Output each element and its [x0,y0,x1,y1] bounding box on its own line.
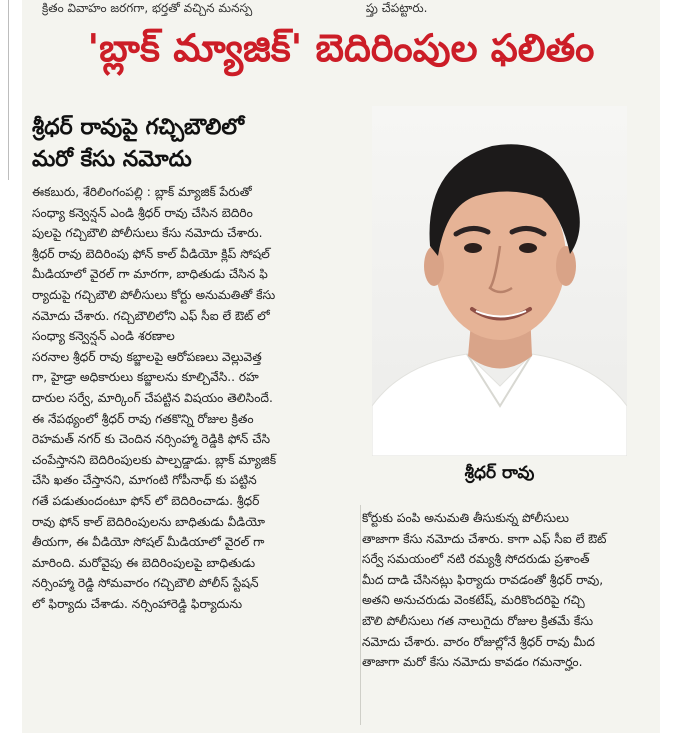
body-line: తాజాగా కేసు నమోదు చేశారు. కాగా ఎఫ్ సీఐ లే ఔట్ [362,531,607,546]
previous-article-snippet [42,0,642,20]
previous-article-left-line: క్రితం వివాహం జరగగా, భర్తతో వచ్చిన మనస్ప [42,1,253,15]
article-left-column [32,112,354,614]
sub-headline-line-1: శ్రీధర్ రావుపై గచ్చిబౌలిలో [32,115,245,140]
body-line: నర్సింహ్మా రెడ్డి సోమవారం గచ్చిబౌలి పోలీస్ స్టేషన్ [32,576,259,591]
body-line: మీడియాలో వైరల్ గా మారగా, బాధితుడు చేసిన ఫి [32,267,268,282]
body-line: అతని అనుచరుడు వెంకటేష్, మరికొందరిపై గచ్చి [362,593,585,608]
body-line: తీయగా, ఈ వీడియో సోషల్ మీడియాలో వైరల్ గా [32,535,265,550]
body-line: గతే పడుతుందంటూ ఫోన్ లో బెదిరించాడు. శ్రీధర్ [32,493,260,508]
body-line: తాజాగా మరో కేసు నమోదు కావడం గమనార్హం. [362,655,583,670]
body-line: సర్వే సమయంలో నటి రమ్యశ్రీ సోదరుడు ప్రశాంత్ [362,552,590,567]
body-line: గా, హైడ్రా అధికారులు కబ్జాలను కూల్చివేసి.. రహ [32,370,259,385]
portrait-illustration [372,106,627,456]
portrait-photo [372,106,627,456]
body-line: నమోదు చేశారు. గచ్చిబౌలిలోని ఎఫ్ సీఐ లే ఔట్ లో [32,308,270,323]
body-line: చంపేస్తానని బెదిరింపులకు పాల్పడ్డాడు. బ్లాక్ మ్యాజిక్ [32,452,277,467]
newspaper-clipping [22,0,660,733]
article-right-column [362,508,654,673]
main-headline: 'బ్లాక్ మ్యాజిక్' బెదిరింపుల ఫలితం [87,26,595,70]
body-line: నమోదు చేశారు. వారం రోజుల్లోనే శ్రీధర్ రావు మీద [362,634,595,649]
body-line: బౌలి పోలీసులు గత నాలుగైదు రోజుల క్రితమే కేసు [362,613,594,628]
body-line: చేసి ఖతం చేస్తానని, మాగంటి గోపీనాథ్ కు పట్టిన [32,473,257,488]
previous-article-right-line: ప్తు చేపట్టారు. [365,1,428,15]
body-line: ఈ నేపథ్యంలో శ్రీధర్ రావు గతకొన్ని రోజుల క్రితం [32,411,254,426]
body-line: దారుల సర్వే, మార్కింగ్ చేపట్టిన విషయం తెలిసిందే. [32,390,273,405]
body-line: మీద దాడి చేసినట్లు ఫిర్యాదు రావడంతో శ్రీధర్ రావు, [362,572,604,587]
sub-headline-line-2: మరో కేసు నమోదు [32,147,192,172]
article-body-left [32,182,354,614]
body-line: ర్యాదుపై గచ్చిబౌలి పోలీసులు కోర్టు అనుమతితో కేసు [32,287,276,302]
body-line: లో ఫిర్యాదు చేశాడు. నర్సింహారెడ్డి ఫిర్యాదును [32,596,243,611]
body-line: రెహమత్ నగర్ కు చెందిన నర్సింహ్మా రెడ్డికి ఫోన్ చేసి [32,432,271,447]
body-line: కోర్టుకు పంపి అనుమతి తీసుకున్న పోలీసులు [362,511,569,525]
body-line: సంధ్యా కన్వెన్షన్ ఎండి శరణాల [32,329,175,344]
body-line: సంధ్యా కన్వెన్షన్ ఎండి శ్రీధర్ రావు చేసిన బెదిరిం [32,205,253,220]
body-line: రావు ఫోన్ కాల్ బెదిరింపులను బాధితుడు వీడియో [32,514,265,529]
page-edge-rule [0,0,9,180]
body-line: ఈకబురు, శేరిలింగంపల్లి : బ్లాక్ మ్యాజిక్ పేరుతో [32,185,252,199]
column-divider [360,505,361,725]
article-body-right [362,508,654,673]
body-line: శ్రీధర్ రావు బెదిరింపు ఫోన్ కాల్ వీడియో క్లిప్ సోషల్ [32,246,270,261]
body-line: మారింది. మరోవైపు ఈ బెదిరింపులపై బాధితుడు [32,555,256,570]
sub-headline [32,112,354,176]
body-line: పులపై గచ్చిబౌలి పోలీసులు కేసు నమోదు చేశారు. [32,226,263,241]
photo-caption: శ్రీధర్ రావు [464,463,535,483]
body-line: సరనాల శ్రీధర్ రావు కబ్జాలపై ఆరోపణలు వెల్లువెత్త [32,349,262,364]
